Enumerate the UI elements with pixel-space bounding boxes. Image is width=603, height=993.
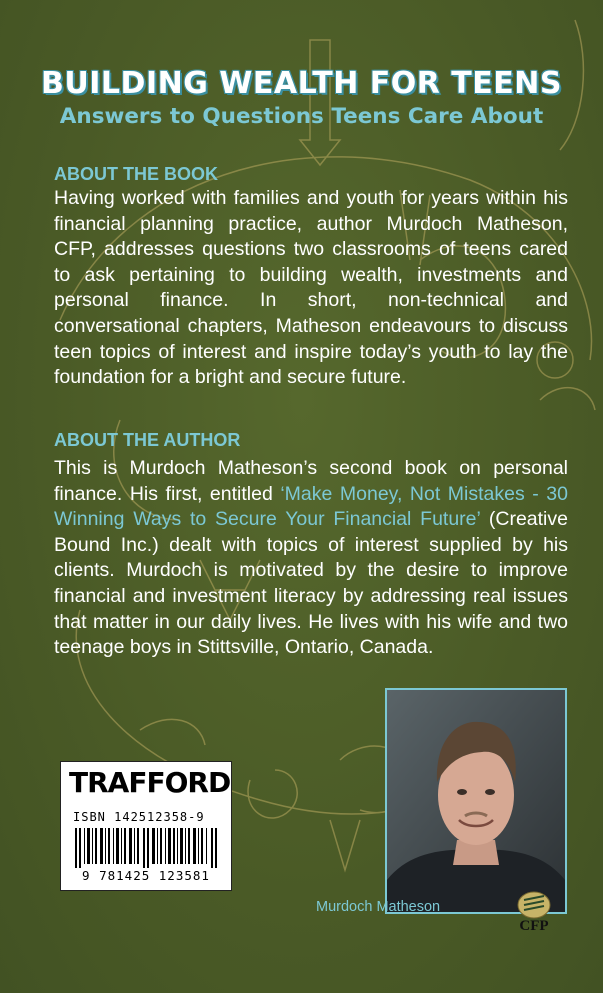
about-author-heading: ABOUT THE AUTHOR xyxy=(54,430,241,450)
author-text-part-2: (Creative Bound Inc.) dealt with topics of interest supplied by his clients. Murdoch is motivated by the desire to improve financial and investment literacy by addressing real issues that matter in our daily lives. He lives with his wife and two teenage boys in Stittsville, Ontario, Canada. xyxy=(54,508,568,659)
cfp-label: CFP xyxy=(519,918,549,934)
isbn-barcode-box xyxy=(60,761,232,891)
publisher-logo: TRAFFORD xyxy=(69,766,231,799)
cfp-logo-icon xyxy=(506,890,562,920)
isbn-label: ISBN 142512358-9 xyxy=(73,810,205,824)
cfp-badge xyxy=(506,890,562,938)
book-title: BUILDING WEALTH FOR TEENS xyxy=(41,66,562,101)
author-photo xyxy=(385,688,567,914)
about-author-text xyxy=(54,456,568,661)
author-text-part-1: This is Murdoch Matheson’s second book on personal finance. His first, entitled xyxy=(54,457,568,505)
barcode-number: 9 781425 123581 xyxy=(82,868,210,883)
about-book-heading: ABOUT THE BOOK xyxy=(54,164,218,184)
book-subtitle: Answers to Questions Teens Care About xyxy=(59,104,544,129)
author-portrait-image xyxy=(387,690,565,912)
about-book-text: Having worked with families and youth for years within his financial planning practice, author Murdoch Matheson, CFP, addresses questions two classrooms of teens cared to ask pertaining to building wealth, investments and personal finance. In short, non-technical and conversational chapters, Matheson endeavours to discuss teen topics of interest and inspire today’s youth to lay the foundation for a bright and secure future. xyxy=(54,187,568,389)
author-photo-caption: Murdoch Matheson xyxy=(316,899,441,915)
first-book-title: ‘Make Money, Not Mistakes - 30 Winning Ways to Secure Your Financial Future’ xyxy=(54,482,568,531)
barcode-image xyxy=(75,828,217,868)
